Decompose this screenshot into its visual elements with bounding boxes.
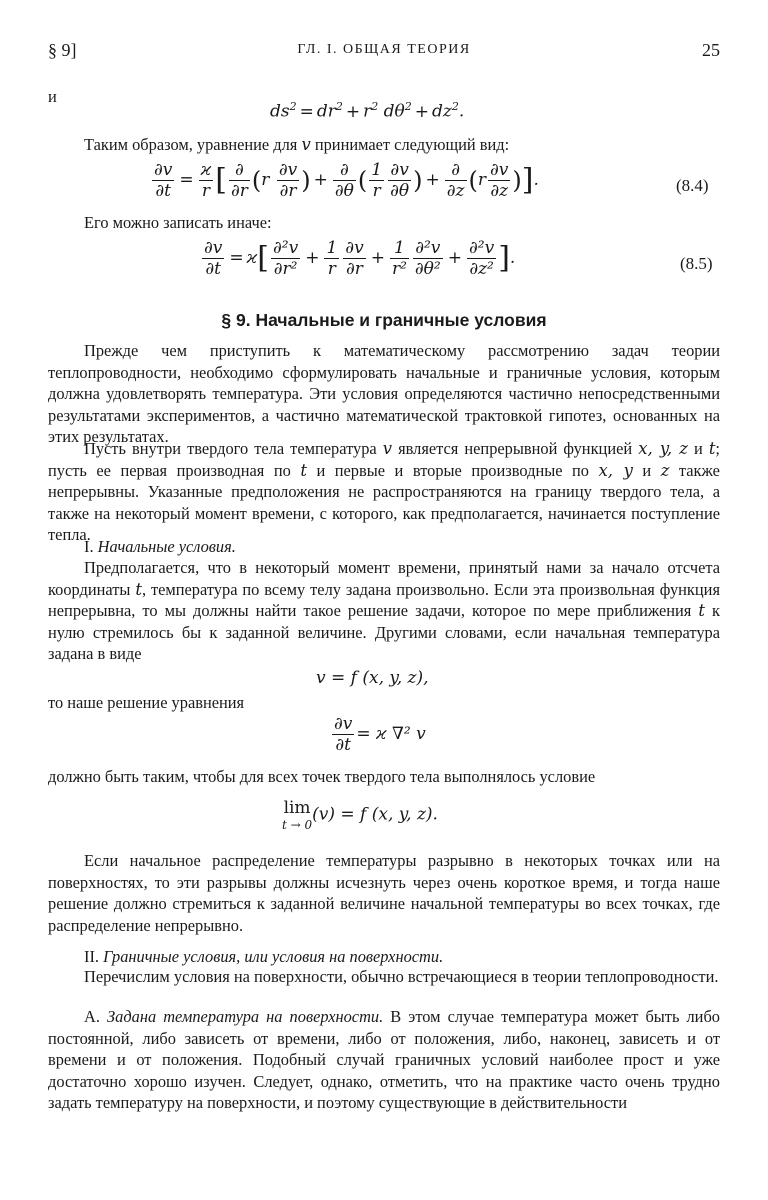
equation-8-4: $\frac{\partial v}{\partial t}$ = $\frac{ϰ}{r}$ [ $\frac{\partial}{\partial r}$ (r $\frac{\partial v}{\partial r}$ ) + $\frac{\partial}{\partial\theta}$ ( $\frac{1}{r}$ $\frac{\partial v}{\partial\theta}$ ) + $\frac{\partial}{\partial z}$ (r $\frac{\partial v}{\partial z}$ )]. <box>154 160 539 201</box>
equation-8-5: $\frac{\partial v}{\partial t}$ = ϰ[ $\frac{\text{∂²v}}{\text{∂r²}}$ + $\frac{1}{r}$ $\frac{\partial v}{\partial r}$ + $\frac{1}{\text{r²}}$ $\frac{\text{∂²v}}{\text{∂θ²}}$ + $\frac{\text{∂²v}}{\text{∂z²}}$ ]. <box>204 238 516 279</box>
paragraph-intro: Прежде чем приступить к математическому рассмотрению задач теории теплопроводности, необходимо сформулировать начальные и граничные условия, которым должна удовлетворять температура. Эти условия определяются частично непосредственными результатами экспериментов, а частично математической трактовкой гипотез, основанных на этих результатах. <box>48 341 720 447</box>
equation-line-element: $ds^2 = dr^2 + r^2$ $d\theta^2 + dz^2$. <box>270 100 465 122</box>
paragraph-case-a: А. Задана температура на поверхности. В этом случае температура может быть либо постоянной, либо зависеть от времени, либо от положения, либо, наконец, зависеть и от времени и от положения. Подобный случай граничных условий наиболее прост и уже достаточно хорошо изучен. Следует, однако, отметить, что на практике часто очень трудно задать температуру на поверхности, и поэтому существующие в действительности <box>48 1007 720 1113</box>
paragraph-continuity: Пусть внутри твердого тела температура v является непрерывной функцией x, y, z и t; пусть ее первая производная по t и первые и вторые производные по x, y и z также непрерывны. Указанные предположения не распространяются на границу твердого тела, а также на некоторый момент времени, с которого, как предполагается, начинается поступление тепла. <box>48 439 720 545</box>
intro-word: и <box>48 87 57 106</box>
header-chapter-title: ГЛ. I. ОБЩАЯ ТЕОРИЯ <box>297 42 471 57</box>
text-other-form: Его можно записать иначе: <box>84 213 272 232</box>
text-thus: Таким образом, уравнение для v принимает следующий вид: <box>84 135 510 154</box>
equation-heat: $\frac{\partial v}{\partial t}$ = ϰ ∇² v <box>334 714 426 755</box>
page-number: 25 <box>702 40 720 60</box>
paragraph-enumerate: Перечислим условия на поверхности, обычно встречающиеся в теории теплопроводности. <box>84 967 719 986</box>
equation-number-8-4: (8.4) <box>676 176 709 195</box>
running-header <box>48 40 720 66</box>
text-must-be: должно быть таким, чтобы для всех точек твердого тела выполнялось условие <box>48 767 596 786</box>
subheading-boundary-conditions: II. Граничные условия, или условия на поверхности. <box>84 947 444 966</box>
equation-initial-temperature: v = f (x, y, z), <box>316 668 429 688</box>
header-section-ref: § 9] <box>48 40 77 60</box>
section-title: § 9. Начальные и граничные условия <box>221 310 547 330</box>
equation-number-8-5: (8.5) <box>680 254 713 273</box>
subheading-initial-conditions: I. Начальные условия. <box>84 537 236 556</box>
text-our-solution: то наше решение уравнения <box>48 693 245 712</box>
equation-limit: lim t → 0 (v) = f (x, y, z). <box>282 798 438 832</box>
paragraph-initial: Предполагается, что в некоторый момент времени, принятый нами за начало отсчета координаты t, температура по всему телу задана произвольно. Если эта произвольная функция непрерывна, то мы должны найти такое решение задачи, которое по мере приближения t к нулю стремилось бы к заданной величине. Другими словами, если начальная температура задана в виде <box>48 558 720 664</box>
paragraph-discontinuous: Если начальное распределение температуры разрывно в некоторых точках или на поверхностях, то эти разрывы должны исчезнуть через очень короткое время, и тогда наше решение должно стремиться к заданной величине начальной температуры во всех точках, где распределение непрерывно. <box>48 851 720 935</box>
